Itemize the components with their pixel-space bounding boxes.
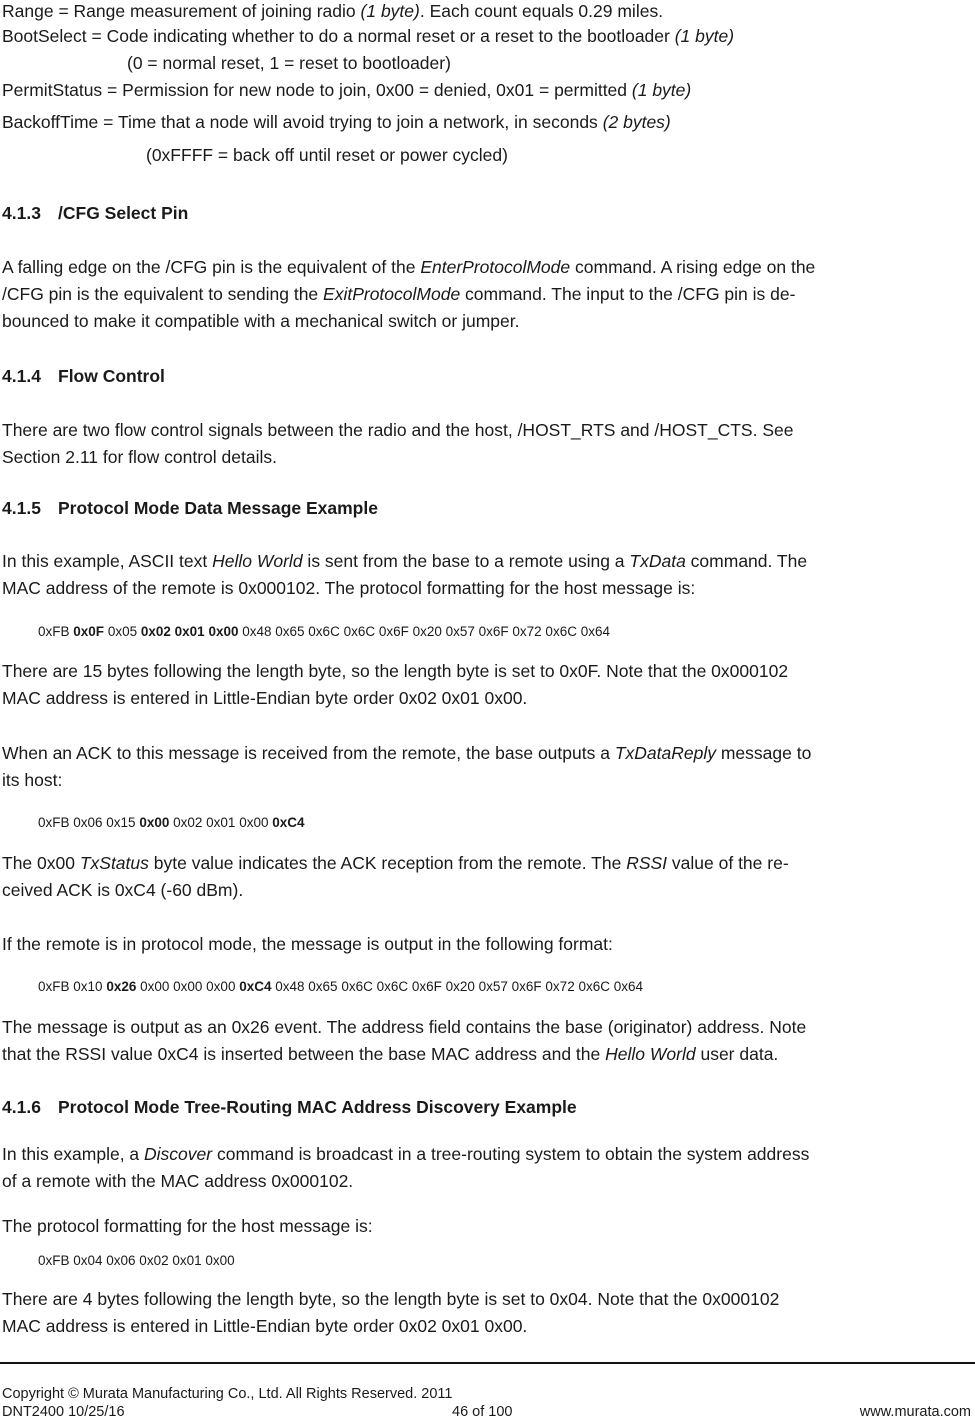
footer-page-number: 46 of 100 (452, 1404, 513, 1420)
definition-bootselect-note: (0 = normal reset, 1 = reset to bootloader) (127, 53, 451, 73)
paragraph-cfg-pin: A falling edge on the /CFG pin is the equivalent of the EnterProtocolMode command. A rising edge on the /CFG pin is the equivalent to sending the ExitProtocolMode command. The input to the /CFG pin is de- bounced to make it compatible with a mechanical switch or jumper. (2, 257, 816, 331)
footer-copyright: Copyright © Murata Manufacturing Co., Ltd. All Rights Reserved. 2011 (2, 1386, 453, 1402)
code-host-message: 0xFB 0x0F 0x05 0x02 0x01 0x00 0x48 0x65 0x6C 0x6C 0x6F 0x20 0x57 0x6F 0x72 0x6C 0x64 (38, 624, 610, 639)
paragraph-txstatus: The 0x00 TxStatus byte value indicates the ACK reception from the remote. The RSSI value of the re- ceived ACK is 0xC4 (-60 dBm). (2, 853, 789, 900)
paragraph-flow-control: There are two flow control signals between the radio and the host, /HOST_RTS and /HOST_CTS. See Section 2.11 for flow control details. (2, 420, 794, 467)
definition-backofftime: BackoffTime = Time that a node will avoid trying to join a network, in seconds (2 bytes) (2, 112, 671, 132)
paragraph-data-message-intro: In this example, ASCII text Hello World is sent from the base to a remote using a TxData command. The MAC address of the remote is 0x000102. The protocol formatting for the host message is: (2, 551, 808, 598)
paragraph-event-0x26: The message is output as an 0x26 event. The address field contains the base (originator) address. Note that the RSSI value 0xC4 is inserted between the base MAC address and the Hello World user data. (2, 1017, 807, 1064)
footer-rule (0, 1362, 975, 1364)
section-heading-4-1-3: 4.1.3 /CFG Select Pin (2, 203, 189, 223)
section-heading-4-1-4: 4.1.4 Flow Control (2, 366, 165, 386)
definition-permitstatus: PermitStatus = Permission for new node to join, 0x00 = denied, 0x01 = permitted (1 byte) (2, 80, 692, 100)
section-heading-4-1-5: 4.1.5 Protocol Mode Data Message Example (2, 498, 378, 518)
code-remote-output: 0xFB 0x10 0x26 0x00 0x00 0x00 0xC4 0x48 0x65 0x6C 0x6C 0x6F 0x20 0x57 0x6F 0x72 0x6C 0x64 (38, 979, 643, 994)
footer-doc-id: DNT2400 10/25/16 (2, 1404, 125, 1420)
code-txdatareply: 0xFB 0x06 0x15 0x00 0x02 0x01 0x00 0xC4 (38, 815, 305, 830)
code-discover-message: 0xFB 0x04 0x06 0x02 0x01 0x00 (38, 1253, 235, 1268)
paragraph-discover-intro: In this example, a Discover command is broadcast in a tree-routing system to obtain the system address of a remote with the MAC address 0x000102. (2, 1144, 810, 1191)
paragraph-length-byte: There are 15 bytes following the length byte, so the length byte is set to 0x0F. Note that the 0x000102 MAC address is entered in Little-Endian byte order 0x02 0x01 0x00. (2, 661, 789, 708)
footer-url[interactable]: www.murata.com (859, 1404, 971, 1420)
definition-backofftime-note: (0xFFFF = back off until reset or power cycled) (146, 145, 508, 165)
paragraph-ack-reply: When an ACK to this message is received from the remote, the base outputs a TxDataReply message to its host: (2, 743, 812, 790)
definition-range: Range = Range measurement of joining radio (1 byte). Each count equals 0.29 miles. (2, 1, 664, 21)
paragraph-protocol-formatting: The protocol formatting for the host message is: (2, 1216, 373, 1236)
definition-bootselect: BootSelect = Code indicating whether to do a normal reset or a reset to the bootloader (1 byte) (2, 26, 735, 46)
paragraph-discover-length-byte: There are 4 bytes following the length byte, so the length byte is set to 0x04. Note that the 0x000102 MAC address is entered in Little-Endian byte order 0x02 0x01 0x00. (2, 1289, 780, 1336)
paragraph-remote-format: If the remote is in protocol mode, the message is output in the following format: (2, 934, 613, 954)
section-heading-4-1-6: 4.1.6 Protocol Mode Tree-Routing MAC Address Discovery Example (2, 1097, 577, 1117)
